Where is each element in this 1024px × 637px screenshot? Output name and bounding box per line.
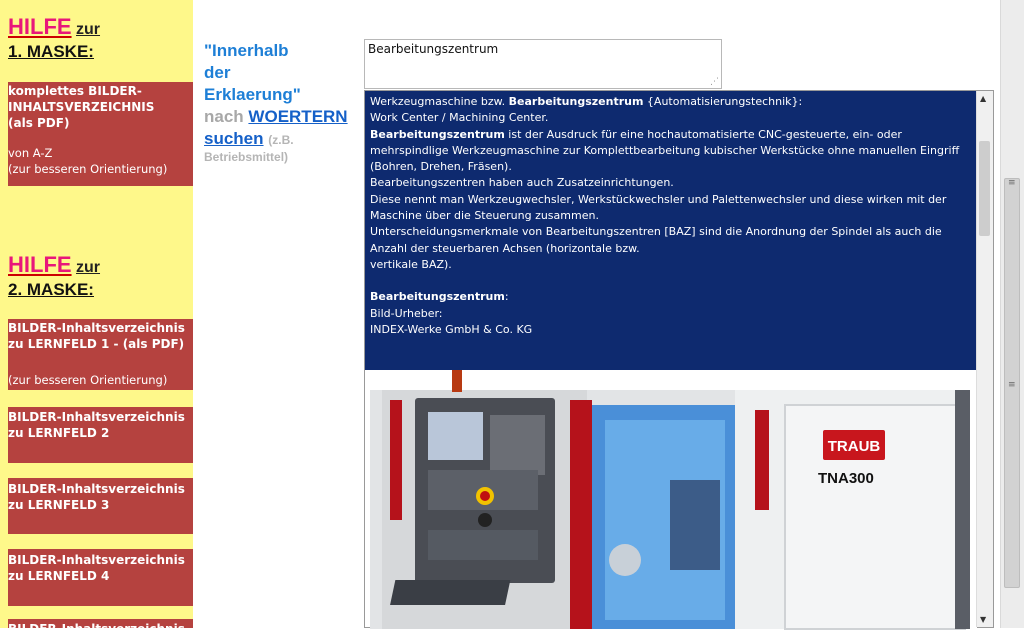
text-run: : — [504, 290, 509, 304]
zur-label: zur — [76, 259, 101, 276]
keyboard — [390, 580, 510, 605]
explanation-panel — [364, 90, 994, 628]
text-line: Bearbeitungszentren haben auch Zusatzeinrichtungen. — [370, 176, 674, 190]
lernfeld-2-index-link[interactable] — [8, 407, 193, 463]
lernfeld-5-index-link[interactable] — [8, 619, 193, 636]
box-line: zu LERNFELD 2 — [8, 426, 110, 440]
mask-label: 2. MASKE: — [8, 280, 94, 299]
scroll-grip-icon: ≡ — [1008, 380, 1016, 390]
words-search-link[interactable]: WOERTERN — [248, 107, 348, 126]
lower-controls — [428, 530, 538, 560]
red-handle-door — [570, 400, 592, 629]
help-sidebar — [0, 0, 193, 636]
text-line: Unterscheidungsmerkmale von Bearbeitungszentren [BAZ] sind die Anordnung der Spindel als auch die Anzahl der steuerbaren Achsen (horizontale bzw. — [370, 225, 942, 255]
hint-nach: nach — [204, 107, 244, 126]
search-hint — [204, 40, 364, 165]
panel-scrollbar[interactable] — [976, 91, 993, 627]
box-line: BILDER-Inhaltsverzeichnis — [8, 410, 185, 424]
box-line: BILDER-Inhaltsverzeichnis — [8, 553, 185, 567]
lernfeld-4-index-link[interactable] — [8, 549, 193, 606]
right-edge — [955, 390, 970, 629]
box-line: von A-Z — [8, 146, 53, 160]
signal-light — [452, 370, 462, 392]
explanation-text — [365, 91, 977, 370]
machine-image — [370, 370, 977, 629]
text-run: Werkzeugmaschine bzw. — [370, 95, 509, 108]
scroll-up-icon[interactable]: ▲ — [980, 94, 987, 103]
text-run: ist der Ausdruck für eine hochautomatisierte CNC-gesteuerte, ein- oder mehrspindlige Werkzeugmaschine zur Komplettbearbeitung kubischer Werkstücke ohne manuellen Eingriff (Bohren, Drehen, Fräsen). — [370, 127, 960, 174]
scroll-down-icon[interactable]: ▼ — [980, 615, 987, 624]
box-line: BILDER-Inhaltsverzeichnis — [8, 482, 185, 496]
text-line: INDEX-Werke GmbH & Co. KG — [370, 322, 533, 336]
search-link[interactable]: suchen — [204, 129, 264, 148]
box-line: zu LERNFELD 3 — [8, 498, 110, 512]
box-line: BILDER-Inhaltsverzeichnis — [8, 321, 185, 335]
hint-line: Erklaerung" — [204, 85, 301, 104]
emergency-stop — [480, 491, 490, 501]
resize-grip-icon[interactable]: ⋰ — [710, 77, 719, 87]
lernfeld-3-index-link[interactable] — [8, 478, 193, 534]
text-line: Work Center / Machining Center. — [370, 111, 549, 125]
term-bold: Bearbeitungszentrum — [508, 95, 644, 108]
keypad — [490, 415, 545, 475]
term-bold: Bearbeitungszentrum — [370, 127, 505, 141]
hint-example-term: Betriebsmittel) — [204, 150, 289, 164]
control-screen — [428, 412, 483, 460]
box-line: (zur besseren Orientierung) — [8, 162, 168, 176]
scroll-grip-icon: ≡ — [1008, 178, 1016, 188]
model-label: TNA300 — [818, 470, 874, 487]
search-input[interactable] — [364, 39, 722, 89]
turret — [670, 480, 720, 570]
zur-label: zur — [76, 21, 101, 38]
box-line: komplettes BILDER- — [8, 84, 142, 98]
box-line: BILDER-Inhaltsverzeichnis — [8, 622, 185, 636]
term-bold: Bearbeitungszentrum — [370, 290, 505, 304]
panel-scroll-thumb[interactable] — [979, 141, 990, 236]
full-image-index-link[interactable] — [8, 82, 193, 186]
text-line: Bild-Urheber: — [370, 306, 443, 320]
text-line: Diese nennt man Werkzeugwechsler, Werkstückwechsler und Palettenwechsler und diese wirken mit der Maschine über die Steuerung zusammen. — [370, 192, 947, 223]
spindle — [609, 544, 641, 576]
text-line: vertikale BAZ). — [370, 257, 452, 271]
brand-label: TRAUB — [827, 438, 881, 455]
hint-line: "Innerhalb — [204, 41, 289, 60]
help-heading-mask-2 — [8, 252, 100, 300]
box-line: (als PDF) — [8, 116, 70, 130]
box-line: (zur besseren Orientierung) — [8, 373, 168, 387]
search-value: Bearbeitungszentrum — [368, 42, 499, 56]
red-handle-left — [390, 400, 402, 520]
box-line: zu LERNFELD 4 — [8, 569, 110, 583]
box-line: INHALTSVERZEICHNIS — [8, 100, 155, 114]
hint-example: (z.B. — [268, 133, 294, 147]
help-heading-mask-1 — [8, 14, 100, 62]
machine-illustration — [370, 370, 977, 629]
mask-label: 1. MASKE: — [8, 42, 94, 61]
page-scrollbar[interactable] — [1000, 0, 1024, 628]
help-label: HILFE — [8, 252, 72, 277]
text-run: {Automatisierungstechnik}: — [643, 95, 803, 108]
red-handle-right — [755, 410, 769, 510]
hint-line: der — [204, 63, 231, 82]
box-line: zu LERNFELD 1 - (als PDF) — [8, 337, 185, 351]
help-label: HILFE — [8, 14, 72, 39]
lernfeld-1-index-link[interactable] — [8, 319, 193, 390]
handwheel — [478, 513, 492, 527]
